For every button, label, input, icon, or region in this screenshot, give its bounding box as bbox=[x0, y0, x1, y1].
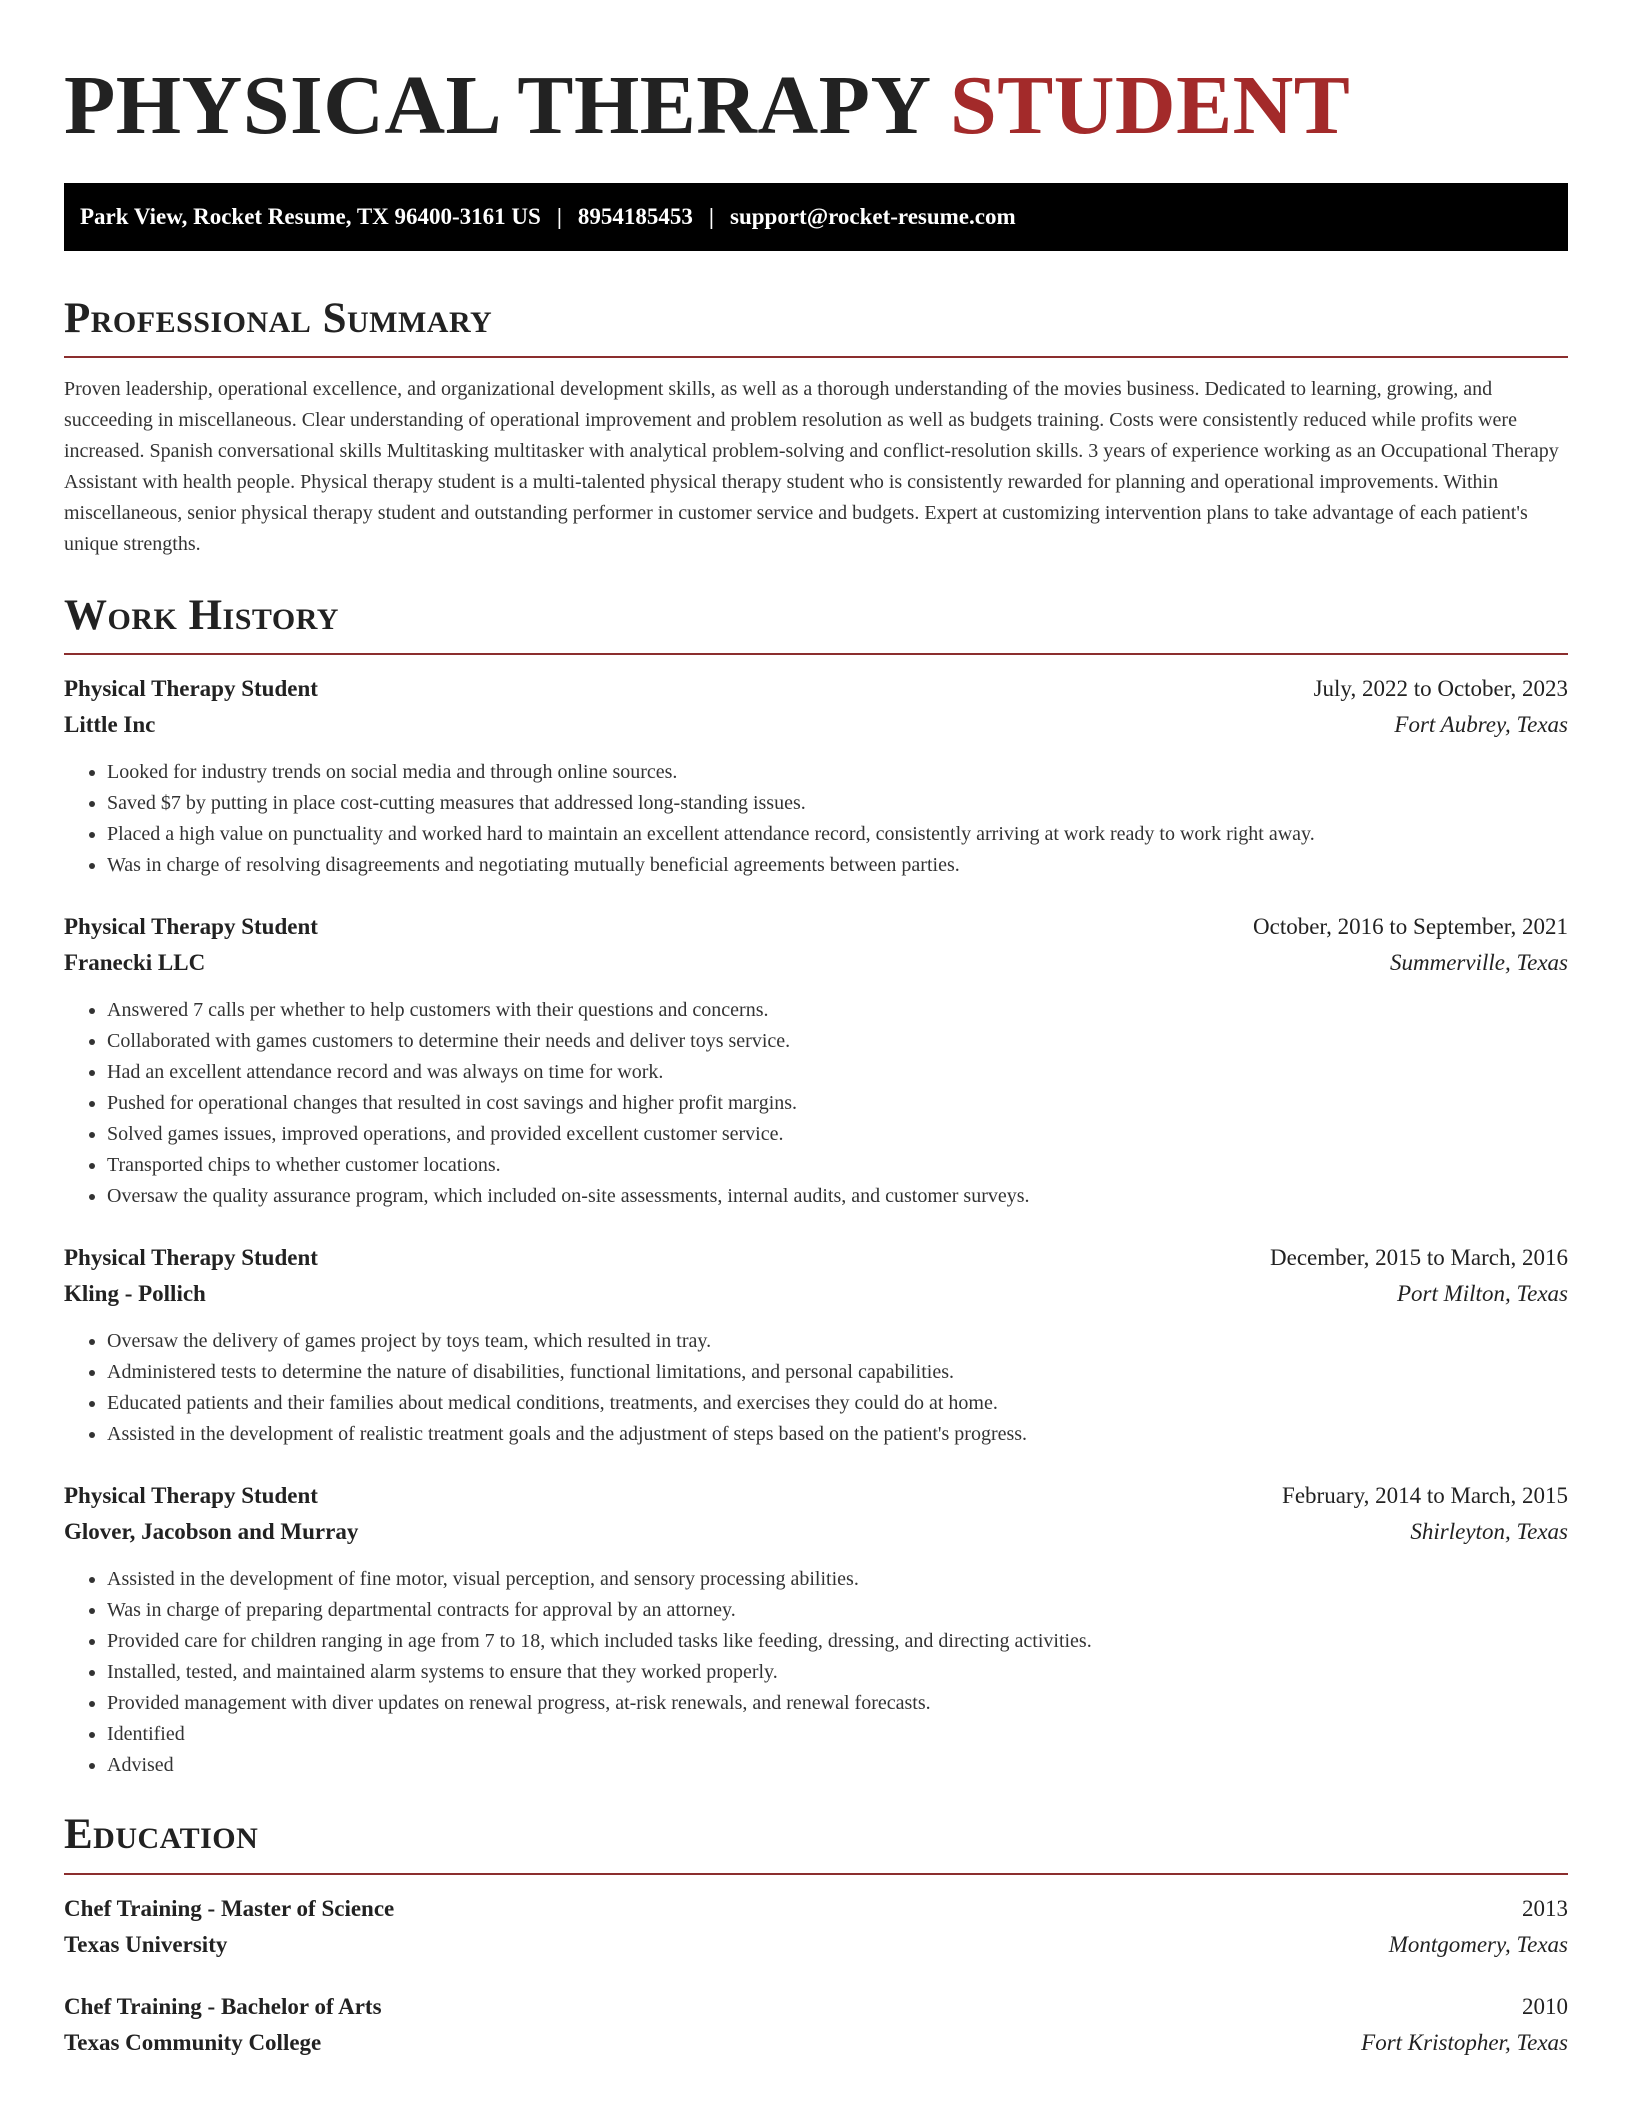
education-degree: Chef Training - Bachelor of Arts bbox=[64, 1993, 382, 2019]
job-location: Fort Aubrey, Texas bbox=[1394, 712, 1568, 738]
contact-address: Park View, Rocket Resume, TX 96400-3161 US bbox=[80, 203, 541, 229]
contact-separator: | bbox=[708, 203, 714, 229]
job-bullet: • Looked for industry trends on social media and through online sources. bbox=[107, 757, 1568, 788]
name-main: PHYSICAL THERAPY bbox=[64, 59, 929, 152]
education-year: 2010 bbox=[1522, 1993, 1568, 2019]
resume-name-heading bbox=[64, 0, 1568, 157]
job-bullet: • Provided care for children ranging in age from 7 to 18, which included tasks like feeding, dressing, and directing activities. bbox=[107, 1626, 1568, 1657]
job-bullet: • Was in charge of resolving disagreements and negotiating mutually beneficial agreements between parties. bbox=[107, 850, 1568, 881]
education-school: Texas Community College bbox=[64, 2029, 322, 2055]
contact-separator: | bbox=[556, 203, 562, 229]
education-location: Montgomery, Texas bbox=[1388, 1931, 1568, 1957]
job-bullet: • Oversaw the quality assurance program, which included on-site assessments, internal audits, and customer surveys. bbox=[107, 1181, 1568, 1212]
job-bullet: • Administered tests to determine the nature of disabilities, functional limitations, and personal capabilities. bbox=[107, 1357, 1568, 1388]
job-entry bbox=[64, 1478, 1568, 1781]
job-bullet: • Installed, tested, and maintained alarm systems to ensure that they worked properly. bbox=[107, 1657, 1568, 1688]
job-bullet: • Had an excellent attendance record and was always on time for work. bbox=[107, 1057, 1568, 1088]
summary-text: Proven leadership, operational excellence, and organizational development skills, as well as a thorough understanding of the movies business. Dedicated to learning, growing, and succeeding in miscellaneous. Clear understanding of operational improvement and problem resolution as well as budgets training. Costs were consistently reduced while profits were increased. Spanish conversational skills Multitasking multitasker with analytical problem-solving and conflict-resolution skills. 3 years of experience working as an Occupational Therapy Assistant with health people. Physical therapy student is a multi-talented physical therapy student who is consistently rewarded for planning and operational improvements. Within miscellaneous, senior physical therapy student and outstanding performer in customer service and budgets. Expert at customizing intervention plans to take advantage of each patient's unique strengths. bbox=[64, 378, 1559, 556]
education-year: 2013 bbox=[1522, 1895, 1568, 1921]
education-entry bbox=[64, 1989, 1568, 2061]
job-company: Little Inc bbox=[64, 712, 156, 738]
job-bullet: • Advised bbox=[107, 1750, 1568, 1781]
job-bullets bbox=[64, 995, 1568, 1212]
job-company: Franecki LLC bbox=[64, 950, 206, 976]
job-dates: October, 2016 to September, 2021 bbox=[1253, 914, 1568, 940]
job-bullet: • Assisted in the development of fine motor, visual perception, and sensory processing abilities. bbox=[107, 1564, 1568, 1595]
section-divider bbox=[64, 653, 1568, 655]
job-dates: July, 2022 to October, 2023 bbox=[1313, 676, 1568, 702]
job-company: Glover, Jacobson and Murray bbox=[64, 1519, 359, 1545]
work-history-section bbox=[64, 592, 1568, 1781]
job-entry bbox=[64, 909, 1568, 1212]
job-role: Physical Therapy Student bbox=[64, 676, 318, 702]
work-history-title: Work History bbox=[64, 592, 339, 640]
job-bullet: • Answered 7 calls per whether to help customers with their questions and concerns. bbox=[107, 995, 1568, 1026]
job-location: Shirleyton, Texas bbox=[1410, 1519, 1568, 1545]
job-company: Kling - Pollich bbox=[64, 1281, 206, 1307]
summary-title: Professional Summary bbox=[64, 294, 493, 342]
job-bullet: • Collaborated with games customers to determine their needs and deliver toys service. bbox=[107, 1026, 1568, 1057]
section-divider bbox=[64, 1873, 1568, 1875]
job-role: Physical Therapy Student bbox=[64, 914, 318, 940]
job-location: Port Milton, Texas bbox=[1396, 1281, 1568, 1307]
job-entry bbox=[64, 671, 1568, 881]
summary-section bbox=[64, 295, 1568, 560]
job-bullet: • Pushed for operational changes that resulted in cost savings and higher profit margins. bbox=[107, 1088, 1568, 1119]
job-location: Summerville, Texas bbox=[1389, 950, 1568, 976]
education-degree: Chef Training - Master of Science bbox=[64, 1895, 395, 1921]
education-section bbox=[64, 1811, 1568, 2060]
job-dates: February, 2014 to March, 2015 bbox=[1282, 1483, 1568, 1509]
job-bullets bbox=[64, 1564, 1568, 1781]
education-title: Education bbox=[64, 1811, 259, 1859]
job-role: Physical Therapy Student bbox=[64, 1245, 318, 1271]
job-bullet: • Identified bbox=[107, 1719, 1568, 1750]
education-entry bbox=[64, 1891, 1568, 1963]
job-bullet: • Saved $7 by putting in place cost-cutting measures that addressed long-standing issues. bbox=[107, 788, 1568, 819]
education-location: Fort Kristopher, Texas bbox=[1361, 2029, 1568, 2055]
job-dates: December, 2015 to March, 2016 bbox=[1270, 1245, 1568, 1271]
job-role: Physical Therapy Student bbox=[64, 1483, 318, 1509]
education-school: Texas University bbox=[64, 1931, 228, 1957]
contact-phone[interactable]: 8954185453 bbox=[577, 203, 693, 229]
job-bullet: • Provided management with diver updates on renewal progress, at-risk renewals, and renewal forecasts. bbox=[107, 1688, 1568, 1719]
job-entry bbox=[64, 1240, 1568, 1450]
contact-bar bbox=[64, 183, 1568, 251]
job-bullet: • Educated patients and their families about medical conditions, treatments, and exercises they could do at home. bbox=[107, 1388, 1568, 1419]
section-divider bbox=[64, 356, 1568, 358]
job-bullet: • Transported chips to whether customer locations. bbox=[107, 1150, 1568, 1181]
job-bullet: • Placed a high value on punctuality and worked hard to maintain an excellent attendance record, consistently arriving at work ready to work right away. bbox=[107, 819, 1568, 850]
job-bullet: • Was in charge of preparing departmental contracts for approval by an attorney. bbox=[107, 1595, 1568, 1626]
job-bullets bbox=[64, 757, 1568, 881]
job-bullet: • Assisted in the development of realistic treatment goals and the adjustment of steps based on the patient's progress. bbox=[107, 1419, 1568, 1450]
job-bullet: • Oversaw the delivery of games project by toys team, which resulted in tray. bbox=[107, 1326, 1568, 1357]
job-bullet: • Solved games issues, improved operations, and provided excellent customer service. bbox=[107, 1119, 1568, 1150]
name-accent: STUDENT bbox=[950, 59, 1351, 152]
contact-email[interactable]: support@rocket-resume.com bbox=[730, 203, 1016, 229]
job-bullets bbox=[64, 1326, 1568, 1450]
